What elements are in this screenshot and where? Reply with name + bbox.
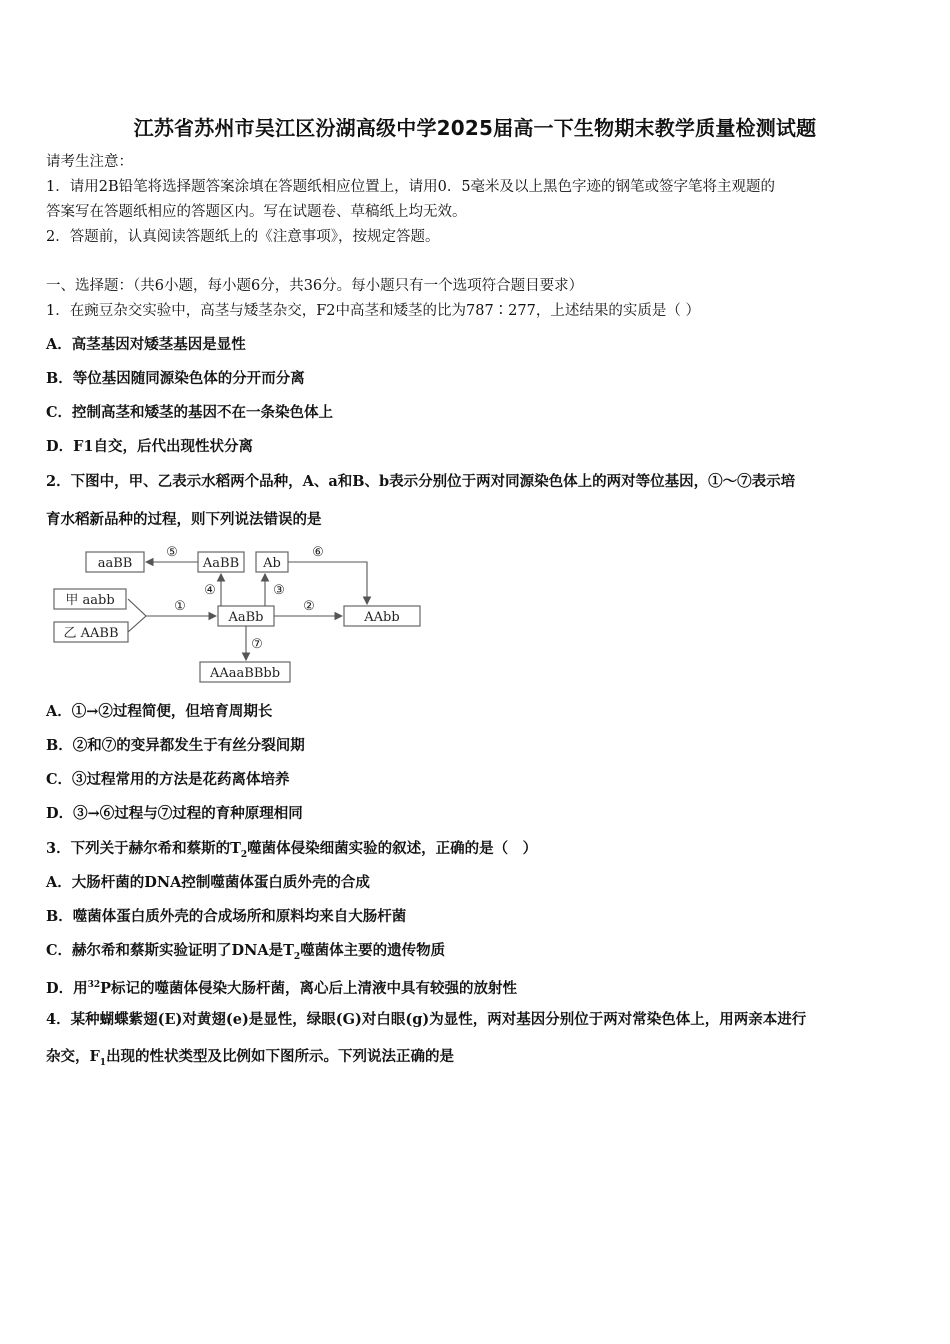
label-Ab: Ab: [263, 556, 281, 571]
q1-option-b: B．等位基因随同源染色体的分开而分离: [46, 370, 305, 387]
q3-option-b: B．噬菌体蛋白质外壳的合成场所和原料均来自大肠杆菌: [46, 908, 407, 925]
q2-option-b: B．②和⑦的变异都发生于有丝分裂间期: [46, 737, 305, 754]
q1-stem: 1．在豌豆杂交实验中，高茎与矮茎杂交，F2中高茎和矮茎的比为787∶277，上述结果的实质是（ ）: [46, 303, 700, 319]
label-jia: 甲 aabb: [65, 593, 115, 608]
q1-option-c: C．控制高茎和矮茎的基因不在一条染色体上: [46, 404, 334, 421]
q2-stem: 2．下图中，甲、乙表示水稻两个品种，A、a和B、b表示分别位于两对同源染色体上的两对等位基因，①～⑦表示培: [46, 473, 796, 490]
q2-option-c: C．③过程常用的方法是花药离体培养: [46, 771, 290, 788]
label-AAbb: AAbb: [364, 610, 400, 625]
label-tetra: AAaaBBbb: [209, 666, 281, 681]
q3-option-a: A．大肠杆菌的DNA控制噬菌体蛋白质外壳的合成: [46, 874, 370, 891]
q2-stem-cont: 育水稻新品种的过程，则下列说法错误的是: [46, 511, 322, 528]
label-yi: 乙 AABB: [63, 626, 119, 641]
notice-item-1: 1．请用2B铅笔将选择题答案涂填在答题纸相应位置上，请用0．5毫米及以上黑色字迹的钢笔或签字笔将主观题的: [46, 179, 776, 195]
q3-option-d: D．用$^{32}$P标记的噬菌体侵染大肠杆菌，离心后上清液中具有较强的放射性: [46, 979, 518, 997]
step-4-label: ④: [204, 583, 216, 598]
label-AaBb: AaBb: [228, 610, 264, 625]
breeding-diagram: [50, 540, 430, 690]
q3-stem: 3．下列关于赫尔希和蔡斯的$T_2$噬菌体侵染细菌实验的叙述，正确的是（ ）: [46, 840, 538, 860]
step-5-label: ⑤: [166, 545, 178, 560]
step-2-label: ②: [303, 599, 315, 614]
step-3-label: ③: [273, 583, 285, 598]
q1-option-a: A．高茎基因对矮茎基因是显性: [46, 336, 246, 353]
q3-option-c: C．赫尔希和蔡斯实验证明了DNA是$T_2$噬菌体主要的遗传物质: [46, 942, 446, 962]
step-6-label: ⑥: [312, 545, 324, 560]
label-aaBB: aaBB: [97, 556, 133, 571]
q4-stem: 4．某种蝴蝶紫翅(E)对黄翅(e)是显性，绿眼(G)对白眼(g)为显性，两对基因分别位于两对常染色体上，用两亲本进行: [46, 1011, 807, 1028]
section-heading: 一、选择题：（共6小题，每小题6分，共36分。每小题只有一个选项符合题目要求）: [46, 278, 584, 294]
q2-option-a: A．①→②过程简便，但培育周期长: [46, 703, 273, 720]
step-1-label: ①: [174, 599, 186, 614]
q2-option-d: D．③→⑥过程与⑦过程的育种原理相同: [46, 805, 303, 822]
parents-bracket: [128, 599, 146, 632]
arrow-6: [288, 562, 367, 604]
notice-heading: 请考生注意：: [46, 154, 133, 170]
step-7-label: ⑦: [251, 637, 263, 652]
notice-item-1-cont: 答案写在答题纸相应的答题区内。写在试题卷、草稿纸上均无效。: [46, 204, 467, 220]
q1-option-d: D．F1自交，后代出现性状分离: [46, 438, 253, 455]
q4-stem-cont: 杂交，$F_1$出现的性状类型及比例如下图所示。下列说法正确的是: [46, 1048, 455, 1068]
label-AaBB: AaBB: [202, 556, 240, 571]
notice-item-2: 2．答题前，认真阅读答题纸上的《注意事项》，按规定答题。: [46, 229, 440, 245]
page-title: 江苏省苏州市吴江区汾湖高级中学2025届高一下生物期末教学质量检测试题: [133, 116, 817, 140]
